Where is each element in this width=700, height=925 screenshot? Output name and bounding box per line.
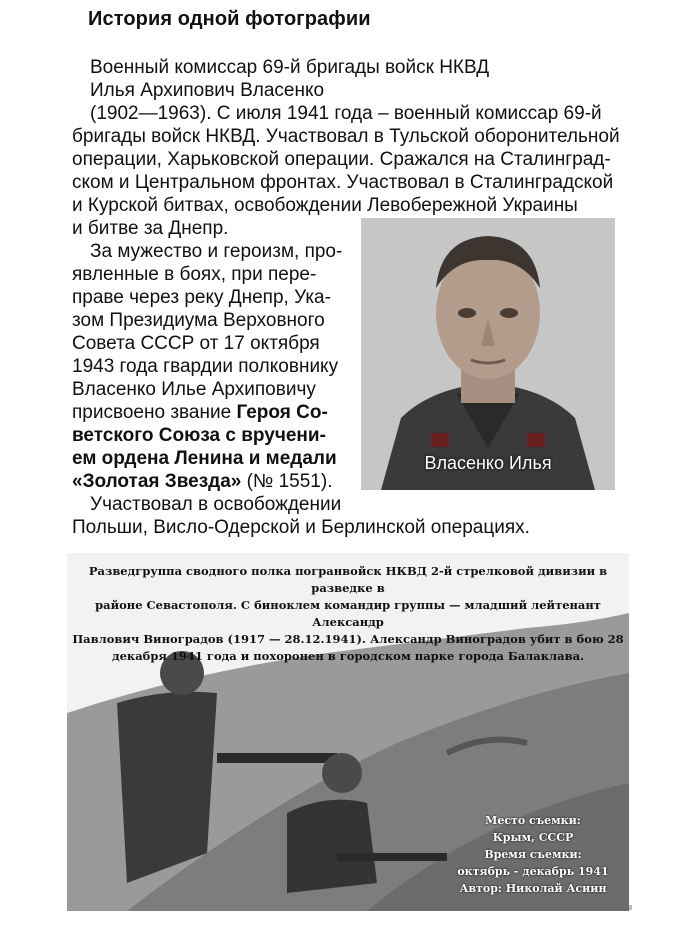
- article-line: ском и Центральном фронтах. Участвовал в Сталинградской: [72, 172, 614, 193]
- page-title: История одной фотографии: [88, 8, 371, 30]
- meta-line: Место съемки:: [485, 814, 581, 827]
- article-line: Участвовал в освобождении: [90, 494, 342, 515]
- meta-line: октябрь - декабрь 1941: [457, 865, 609, 878]
- article-line: Совета СССР от 17 октября: [72, 333, 320, 354]
- description-line: декабря 1941 года и похоронен в городском парке города Балаклава.: [111, 649, 585, 663]
- article-line: и битве за Днепр.: [72, 218, 229, 239]
- article-line: Польши, Висло-Одерской и Берлинской операциях.: [72, 517, 530, 538]
- article-line: бригады войск НКВД. Участвовал в Тульской оборонительной: [72, 126, 620, 147]
- war-photo: [67, 553, 629, 911]
- article-line: и Курской битвах, освобождении Левобережной Украины: [72, 195, 578, 216]
- war-photo-description: [67, 563, 629, 665]
- article-line: Военный комиссар 69-й бригады войск НКВД: [90, 57, 490, 78]
- article-text: присвоено звание: [72, 402, 237, 423]
- article-line: ем ордена Ленина и медали: [72, 448, 337, 469]
- meta-line: Крым, СССР: [492, 831, 574, 844]
- portrait-caption: Власенко Илья: [424, 453, 552, 473]
- article-text: (№ 1551).: [241, 471, 333, 492]
- portrait-photo: [361, 218, 615, 490]
- description-line: Павлович Виноградов (1917 — 28.12.1941). Александр Виноградов убит в бою 28: [72, 632, 624, 646]
- article-line: праве через реку Днепр, Ука-: [72, 287, 331, 308]
- article-line: 1943 года гвардии полковнику: [72, 356, 339, 377]
- article-line: ветского Союза с вручени-: [72, 425, 326, 446]
- article-line: явленные в боях, при пере-: [72, 264, 317, 285]
- article-line: Власенко Илье Архиповичу: [72, 379, 316, 400]
- article-line: [72, 401, 328, 424]
- article-line: Илья Архипович Власенко: [90, 80, 325, 101]
- portrait-image: [361, 218, 615, 490]
- article-line: (1902—1963). С июля 1941 года – военный комиссар 69-й: [90, 103, 602, 124]
- description-line: Разведгруппа сводного полка погранвойск НКВД 2-й стрелковой дивизии в разведке в: [88, 564, 608, 595]
- article-line: [72, 470, 332, 493]
- meta-line: Автор: Николай Асиин: [459, 882, 607, 895]
- article-bold-text: «Золотая Звезда»: [72, 471, 242, 492]
- article-line: зом Президиума Верховного: [72, 310, 325, 331]
- article-line: За мужество и героизм, про-: [90, 241, 343, 262]
- article-bold-text: Героя Со-: [236, 402, 328, 423]
- war-photo-meta: [453, 812, 613, 897]
- meta-line: Время съемки:: [484, 848, 582, 861]
- description-line: районе Севастополя. С биноклем командир группы — младший лейтенант Александр: [95, 598, 601, 629]
- article-line: операции, Харьковской операции. Сражался на Сталинград-: [72, 149, 611, 170]
